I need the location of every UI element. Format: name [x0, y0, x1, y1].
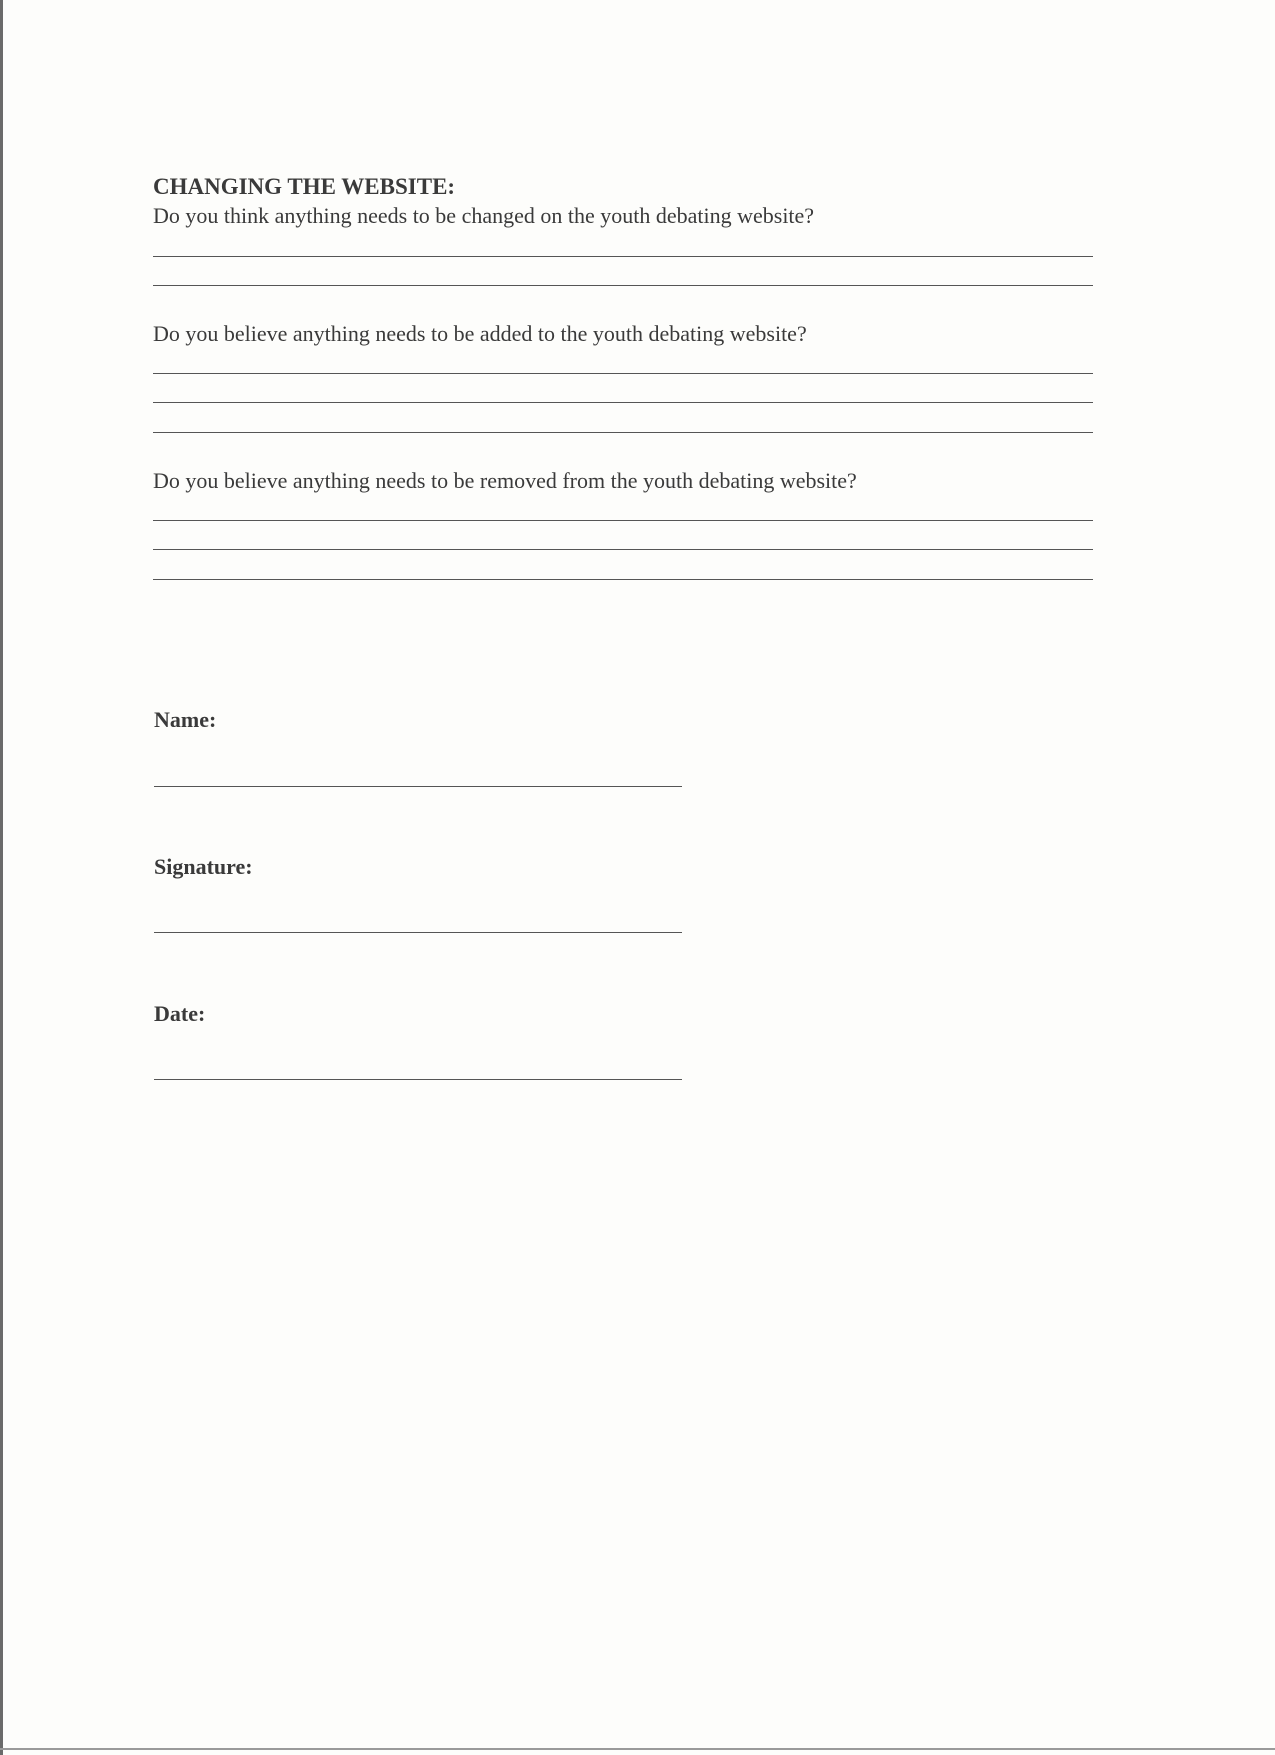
answer-line-removed-1[interactable]	[153, 520, 1093, 521]
answer-line-removed-3[interactable]	[153, 579, 1093, 580]
scan-edge-left	[0, 0, 3, 1755]
question-removed: Do you believe anything needs to be removed from the youth debating website?	[153, 468, 857, 493]
scan-edge-bottom	[0, 1748, 1275, 1750]
answer-line-changed-2[interactable]	[153, 285, 1093, 286]
question-added: Do you believe anything needs to be added to the youth debating website?	[153, 321, 807, 346]
signature-line[interactable]	[154, 932, 682, 933]
answer-line-added-2[interactable]	[153, 402, 1093, 403]
answer-line-added-3[interactable]	[153, 432, 1093, 433]
name-line[interactable]	[154, 786, 682, 787]
answer-line-changed-1[interactable]	[153, 256, 1093, 257]
section-heading: CHANGING THE WEBSITE:	[153, 174, 456, 199]
question-changed: Do you think anything needs to be changed on the youth debating website?	[153, 203, 815, 228]
date-label: Date:	[154, 1001, 206, 1026]
date-line[interactable]	[154, 1079, 682, 1080]
answer-line-added-1[interactable]	[153, 373, 1093, 374]
answer-line-removed-2[interactable]	[153, 549, 1093, 550]
name-label: Name:	[154, 707, 217, 732]
signature-label: Signature:	[154, 854, 253, 879]
